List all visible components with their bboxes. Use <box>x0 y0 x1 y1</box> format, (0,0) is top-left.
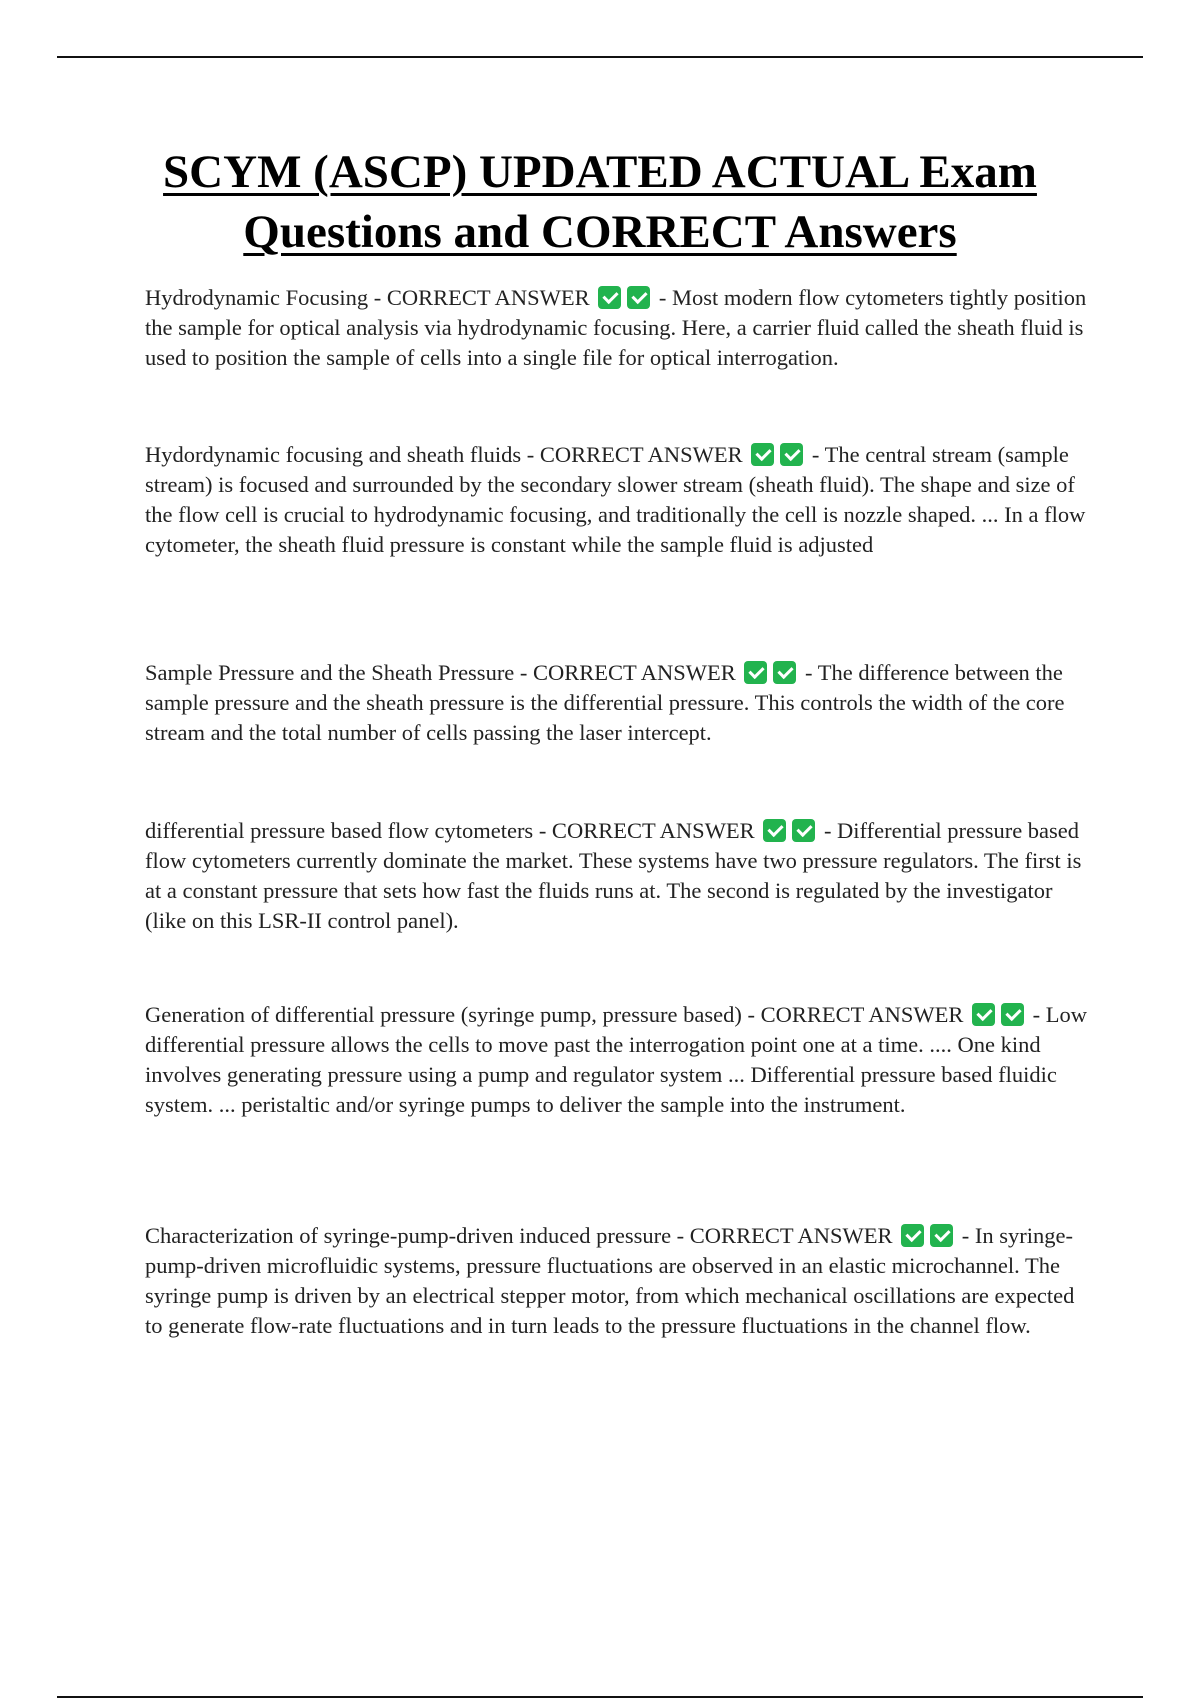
check-mark-icon <box>901 1224 924 1247</box>
check-mark-icon <box>744 661 767 684</box>
check-mark-icon <box>780 443 803 466</box>
check-mark-icon <box>763 819 786 842</box>
qa-answer: - Differential pressure based flow cytometers currently dominate the market. These systems have two pressure regulators. The first is at a constant pressure that sets how fast the fluids runs at. The second is regulated by the investigator (like on this LSR-II control panel). <box>145 818 1082 933</box>
qa-answer: - Most modern flow cytometers tightly position the sample for optical analysis via hydrodynamic focusing. Here, a carrier fluid called the sheath fluid is used to position the sample of cells into a single file for optical interrogation. <box>145 285 1087 370</box>
check-mark-icon <box>1001 1003 1024 1026</box>
check-mark-icon <box>972 1003 995 1026</box>
qa-answer: - In syringe-pump-driven microfluidic systems, pressure fluctuations are observed in an elastic microchannel. The syringe pump is driven by an electrical stepper motor, from which mechanical oscillations are expected to generate flow-rate fluctuations and in turn leads to the pressure fluctuations in the channel flow. <box>145 1223 1075 1338</box>
check-mark-icon <box>627 286 650 309</box>
qa-entry <box>145 816 1090 936</box>
qa-entry <box>145 1000 1090 1120</box>
qa-term: differential pressure based flow cytometers - CORRECT ANSWER <box>145 818 755 843</box>
check-mark-icon <box>751 443 774 466</box>
qa-term: Characterization of syringe-pump-driven induced pressure - CORRECT ANSWER <box>145 1223 893 1248</box>
qa-answer: - The difference between the sample pressure and the sheath pressure is the differential pressure. This controls the width of the core stream and the total number of cells passing the laser intercept. <box>145 660 1065 745</box>
document-title: SCYM (ASCP) UPDATED ACTUAL Exam Questions and CORRECT Answers <box>163 146 1037 258</box>
qa-answer: - The central stream (sample stream) is focused and surrounded by the secondary slower stream (sheath fluid). The shape and size of the flow cell is crucial to hydrodynamic focusing, and traditionally the cell is nozzle shaped. ... In a flow cytometer, the sheath fluid pressure is constant while the sample fluid is adjusted <box>145 442 1086 557</box>
qa-term: Generation of differential pressure (syringe pump, pressure based) - CORRECT ANSWER <box>145 1002 964 1027</box>
qa-term: Sample Pressure and the Sheath Pressure - CORRECT ANSWER <box>145 660 736 685</box>
check-mark-icon <box>930 1224 953 1247</box>
qa-entry <box>145 658 1090 748</box>
check-mark-icon <box>773 661 796 684</box>
footer-divider <box>57 1696 1143 1698</box>
header-divider <box>57 56 1143 58</box>
qa-entry <box>145 1221 1090 1341</box>
qa-answer: - Low differential pressure allows the cells to move past the interrogation point one at a time. .... One kind involves generating pressure using a pump and regulator system ... Differential pressure based fluidic system. ... peristaltic and/or syringe pumps to deliver the sample into the instrument. <box>145 1002 1087 1117</box>
qa-term: Hydrodynamic Focusing - CORRECT ANSWER <box>145 285 590 310</box>
qa-term: Hydordynamic focusing and sheath fluids - CORRECT ANSWER <box>145 442 743 467</box>
check-mark-icon <box>598 286 621 309</box>
check-mark-icon <box>792 819 815 842</box>
qa-entry <box>145 440 1090 560</box>
qa-entry <box>145 283 1090 373</box>
